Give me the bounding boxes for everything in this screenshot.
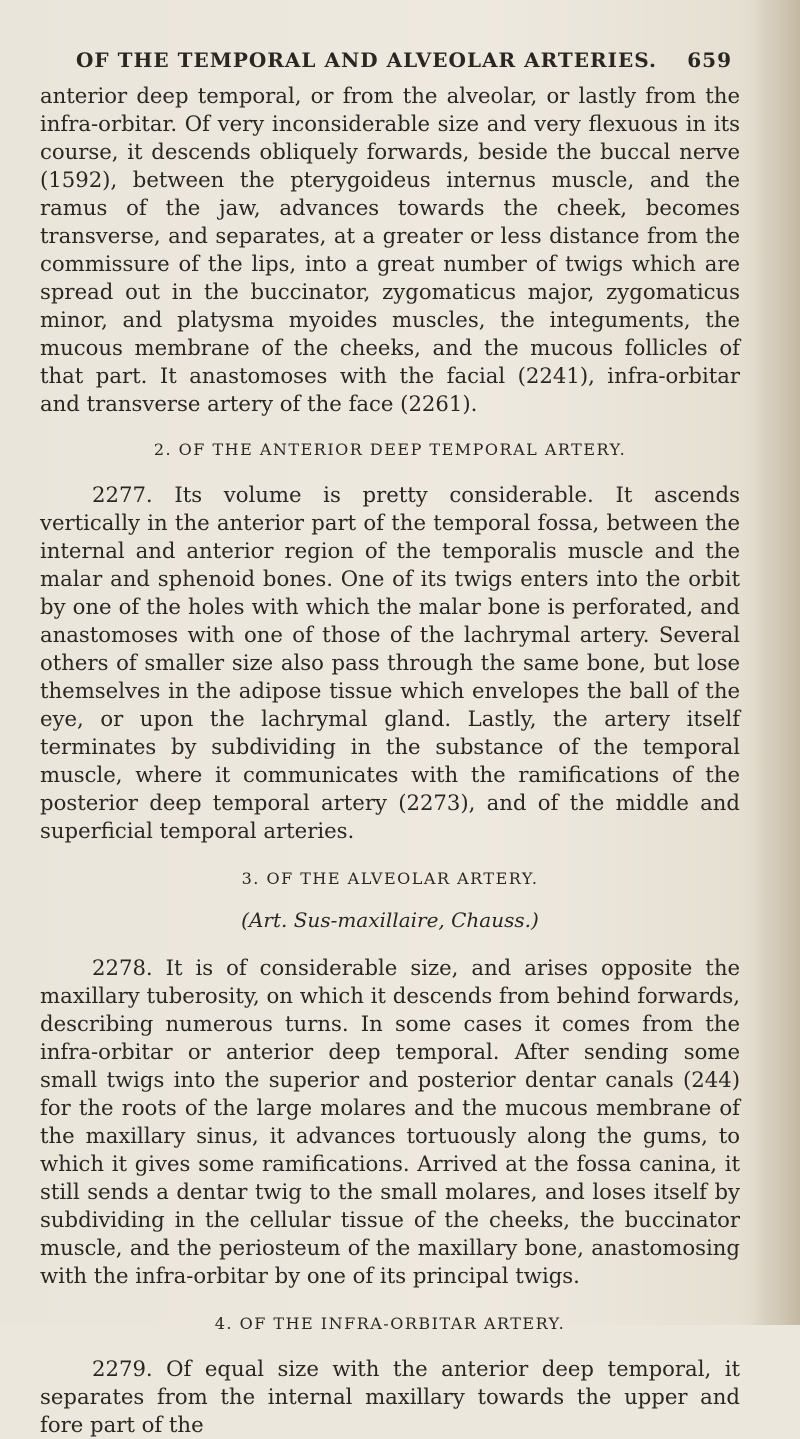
- section-heading-alveolar: 3. OF THE ALVEOLAR ARTERY.: [241, 869, 539, 888]
- running-header: [76, 48, 740, 72]
- paragraph-2278: 2278. It is of considerable size, and arises opposite the maxillary tuberosity, on which it descends from behind forwards, describing numerous turns. In some cases it comes from the infra-orbitar or anterior deep temporal. After sending some small twigs into the superior and posterior dentar canals (244) for the roots of the large molares and the mucous membrane of the maxillary sinus, it advances tortuously along the gums, to which it gives some ramifications. Arrived at the fossa canina, it still sends a dentar twig to the small molares, and loses itself by subdividing in the cellular tissue of the cheeks, the buccinator muscle, and the periosteum of the maxillary bone, anastomosing with the infra-orbitar by one of its principal twigs.: [40, 955, 740, 1288]
- paragraph-buccal-artery: anterior deep temporal, or from the alveolar, or lastly from the infra-orbitar. Of very inconsiderable size and very flexuous in its course, it descends obliquely forwards, beside the buccal nerve (1592), between the pterygoideus internus muscle, and the ramus of the jaw, advances towards the cheek, becomes transverse, and separates, at a greater or less distance from the commissure of the lips, into a great number of twigs which are spread out in the buccinator, zygomaticus major, zygomaticus minor, and platysma myoides muscles, the integuments, the mucous membrane of the cheeks, and the mucous follicles of that part. It anastomoses with the facial (2241), infra-orbitar and transverse artery of the face (2261).: [40, 83, 740, 416]
- section-subheading-alveolar: (Art. Sus-maxillaire, Chauss.): [241, 908, 539, 932]
- page-content: [40, 48, 740, 1439]
- running-title: OF THE TEMPORAL AND ALVEOLAR ARTERIES.: [76, 48, 657, 72]
- section-heading-infra-orbitar: 4. OF THE INFRA-ORBITAR ARTERY.: [214, 1314, 566, 1333]
- paragraph-2279: 2279. Of equal size with the anterior deep temporal, it separates from the internal maxillary towards the upper and fore part of the: [40, 1356, 740, 1437]
- page-number: 659: [687, 48, 732, 72]
- paragraph-2277: 2277. Its volume is pretty considerable. It ascends vertically in the anterior part of the temporal fossa, between the internal and anterior region of the temporalis muscle and the malar and sphenoid bones. One of its twigs enters into the orbit by one of the holes with which the malar bone is perforated, and anastomoses with one of those of the lachrymal artery. Several others of smaller size also pass through the same bone, but lose themselves in the adipose tissue which envelopes the ball of the eye, or upon the lachrymal gland. Lastly, the artery itself terminates by subdividing in the substance of the temporal muscle, where it communicates with the ramifications of the posterior deep temporal artery (2273), and of the middle and superficial temporal arteries.: [40, 482, 740, 843]
- page-edge: [752, 0, 800, 1325]
- section-heading-anterior-deep-temporal: 2. OF THE ANTERIOR DEEP TEMPORAL ARTERY.: [153, 440, 627, 459]
